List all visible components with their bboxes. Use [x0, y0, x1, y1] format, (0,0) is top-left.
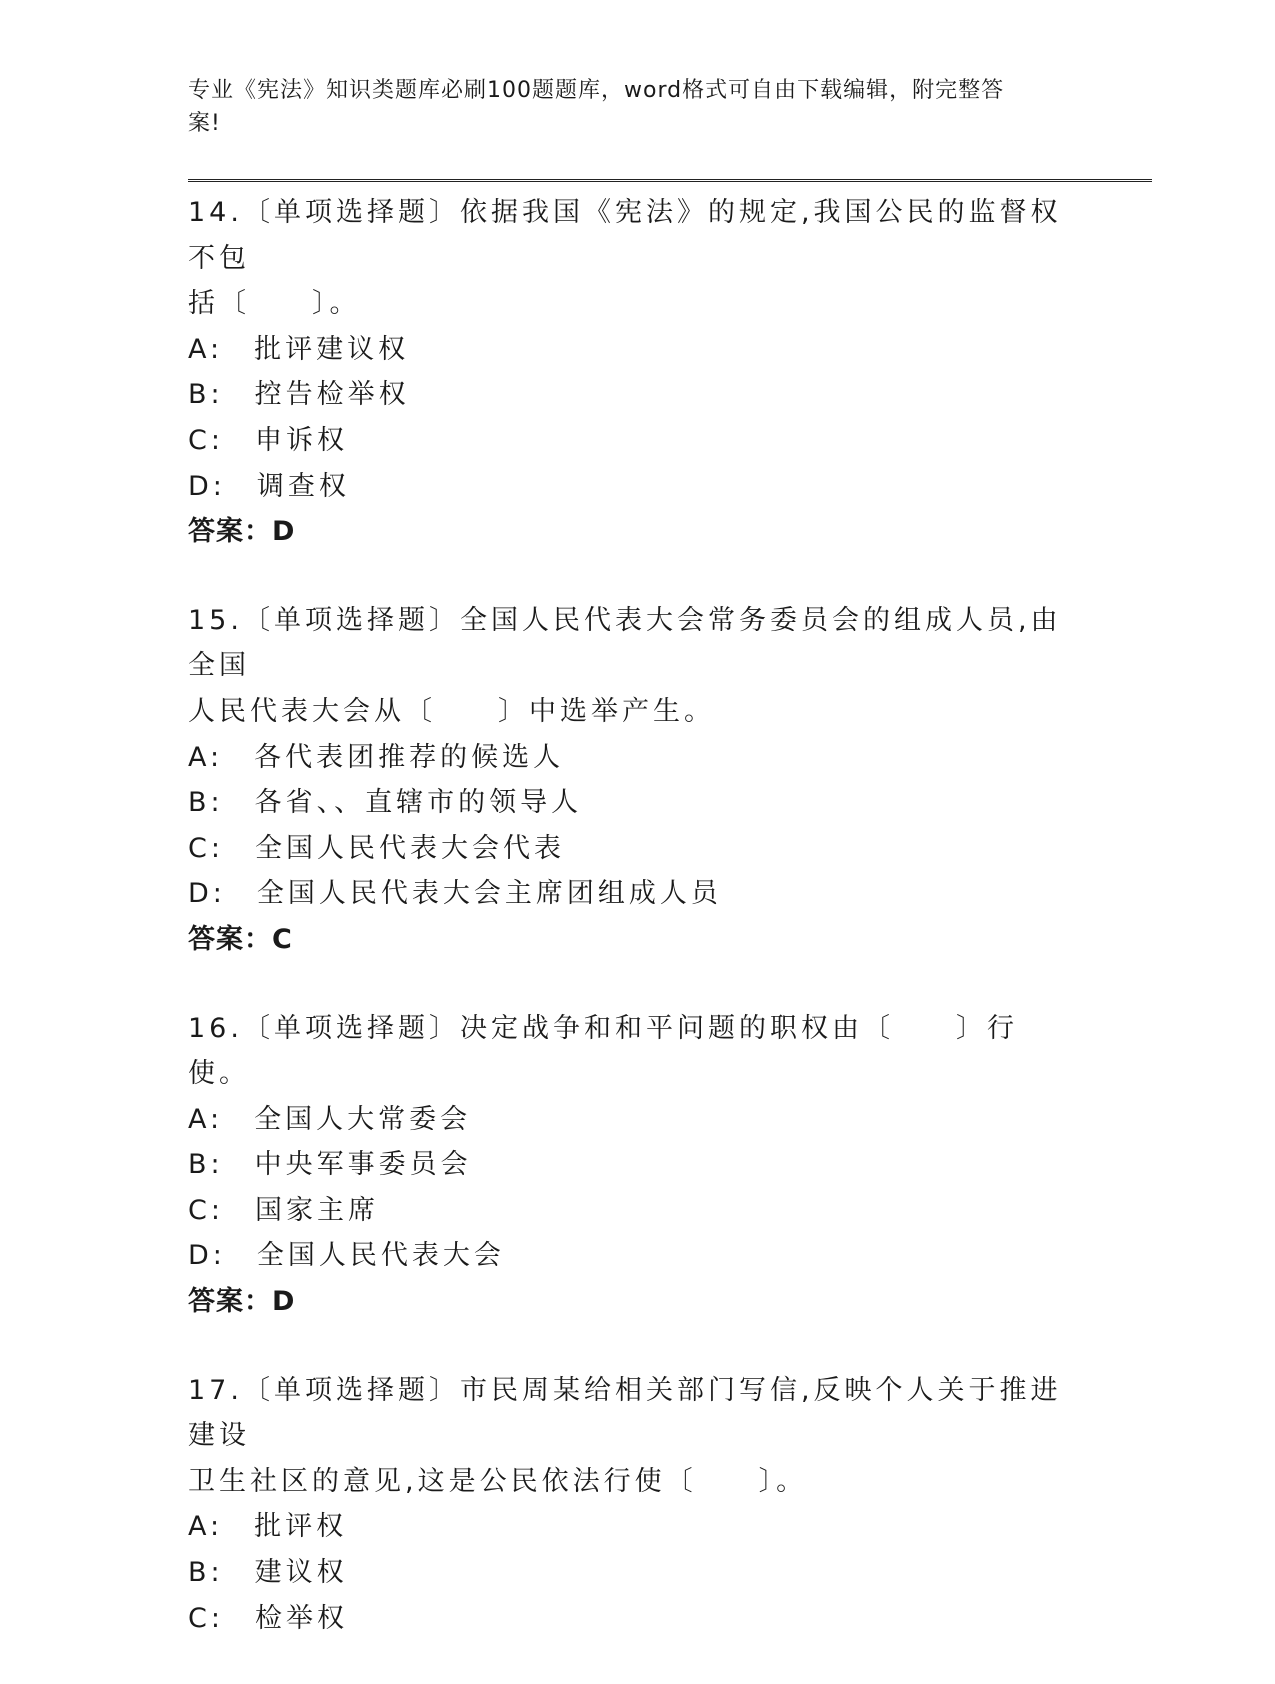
- option-d: D: 调查权: [188, 470, 350, 502]
- option-d: D: 全国人民代表大会主席团组成人员: [188, 878, 722, 910]
- question-stem-line: 人民代表大会从〔 〕中选举产生。: [188, 695, 715, 727]
- question-stem-line: 17.〔单项选择题〕市民周某给相关部门写信,反映个人关于推进建设: [188, 1374, 1062, 1452]
- question-list: [188, 190, 1078, 1684]
- question-stem-line: 16.〔单项选择题〕决定战争和和平问题的职权由〔 〕行使。: [188, 1012, 1018, 1090]
- option-a: A: 各代表团推荐的候选人: [188, 741, 565, 773]
- question-15: [188, 598, 1078, 963]
- option-d: D: 全国人民代表大会: [188, 1240, 505, 1272]
- option-b: B: 控告检举权: [188, 379, 410, 411]
- question-14: [188, 190, 1078, 555]
- document-header: [188, 74, 1078, 140]
- option-b: B: 中央军事委员会: [188, 1149, 472, 1181]
- question-stem-line: 14.〔单项选择题〕依据我国《宪法》的规定,我国公民的监督权不包: [188, 197, 1062, 274]
- answer-label: 答案：D: [188, 516, 296, 548]
- question-17: [188, 1368, 1078, 1642]
- header-line-1: 专业《宪法》知识类题库必刷100题题库，word格式可自由下载编辑，附完整答: [188, 78, 1005, 103]
- header-double-rule: [188, 179, 1152, 182]
- answer-label: 答案：D: [188, 1286, 296, 1318]
- answer-label: 答案：C: [188, 923, 293, 955]
- option-b: B: 建议权: [188, 1557, 348, 1589]
- option-a: A: 全国人大常委会: [188, 1103, 472, 1135]
- question-16: [188, 1006, 1078, 1325]
- option-c: C: 全国人民代表大会代表: [188, 832, 565, 864]
- option-b: B: 各省、、直辖市的领导人: [188, 787, 583, 819]
- question-stem-line: 15.〔单项选择题〕全国人民代表大会常务委员会的组成人员,由全国: [188, 604, 1062, 682]
- option-a: A: 批评建议权: [188, 333, 410, 365]
- option-a: A: 批评权: [188, 1511, 348, 1543]
- option-c: C: 申诉权: [188, 424, 348, 456]
- header-line-2: 案!: [188, 111, 221, 136]
- option-c: C: 检举权: [188, 1602, 348, 1634]
- option-c: C: 国家主席: [188, 1194, 379, 1226]
- question-stem-line: 卫生社区的意见,这是公民依法行使〔 〕。: [188, 1465, 808, 1497]
- question-stem-line: 括〔 〕。: [188, 288, 361, 320]
